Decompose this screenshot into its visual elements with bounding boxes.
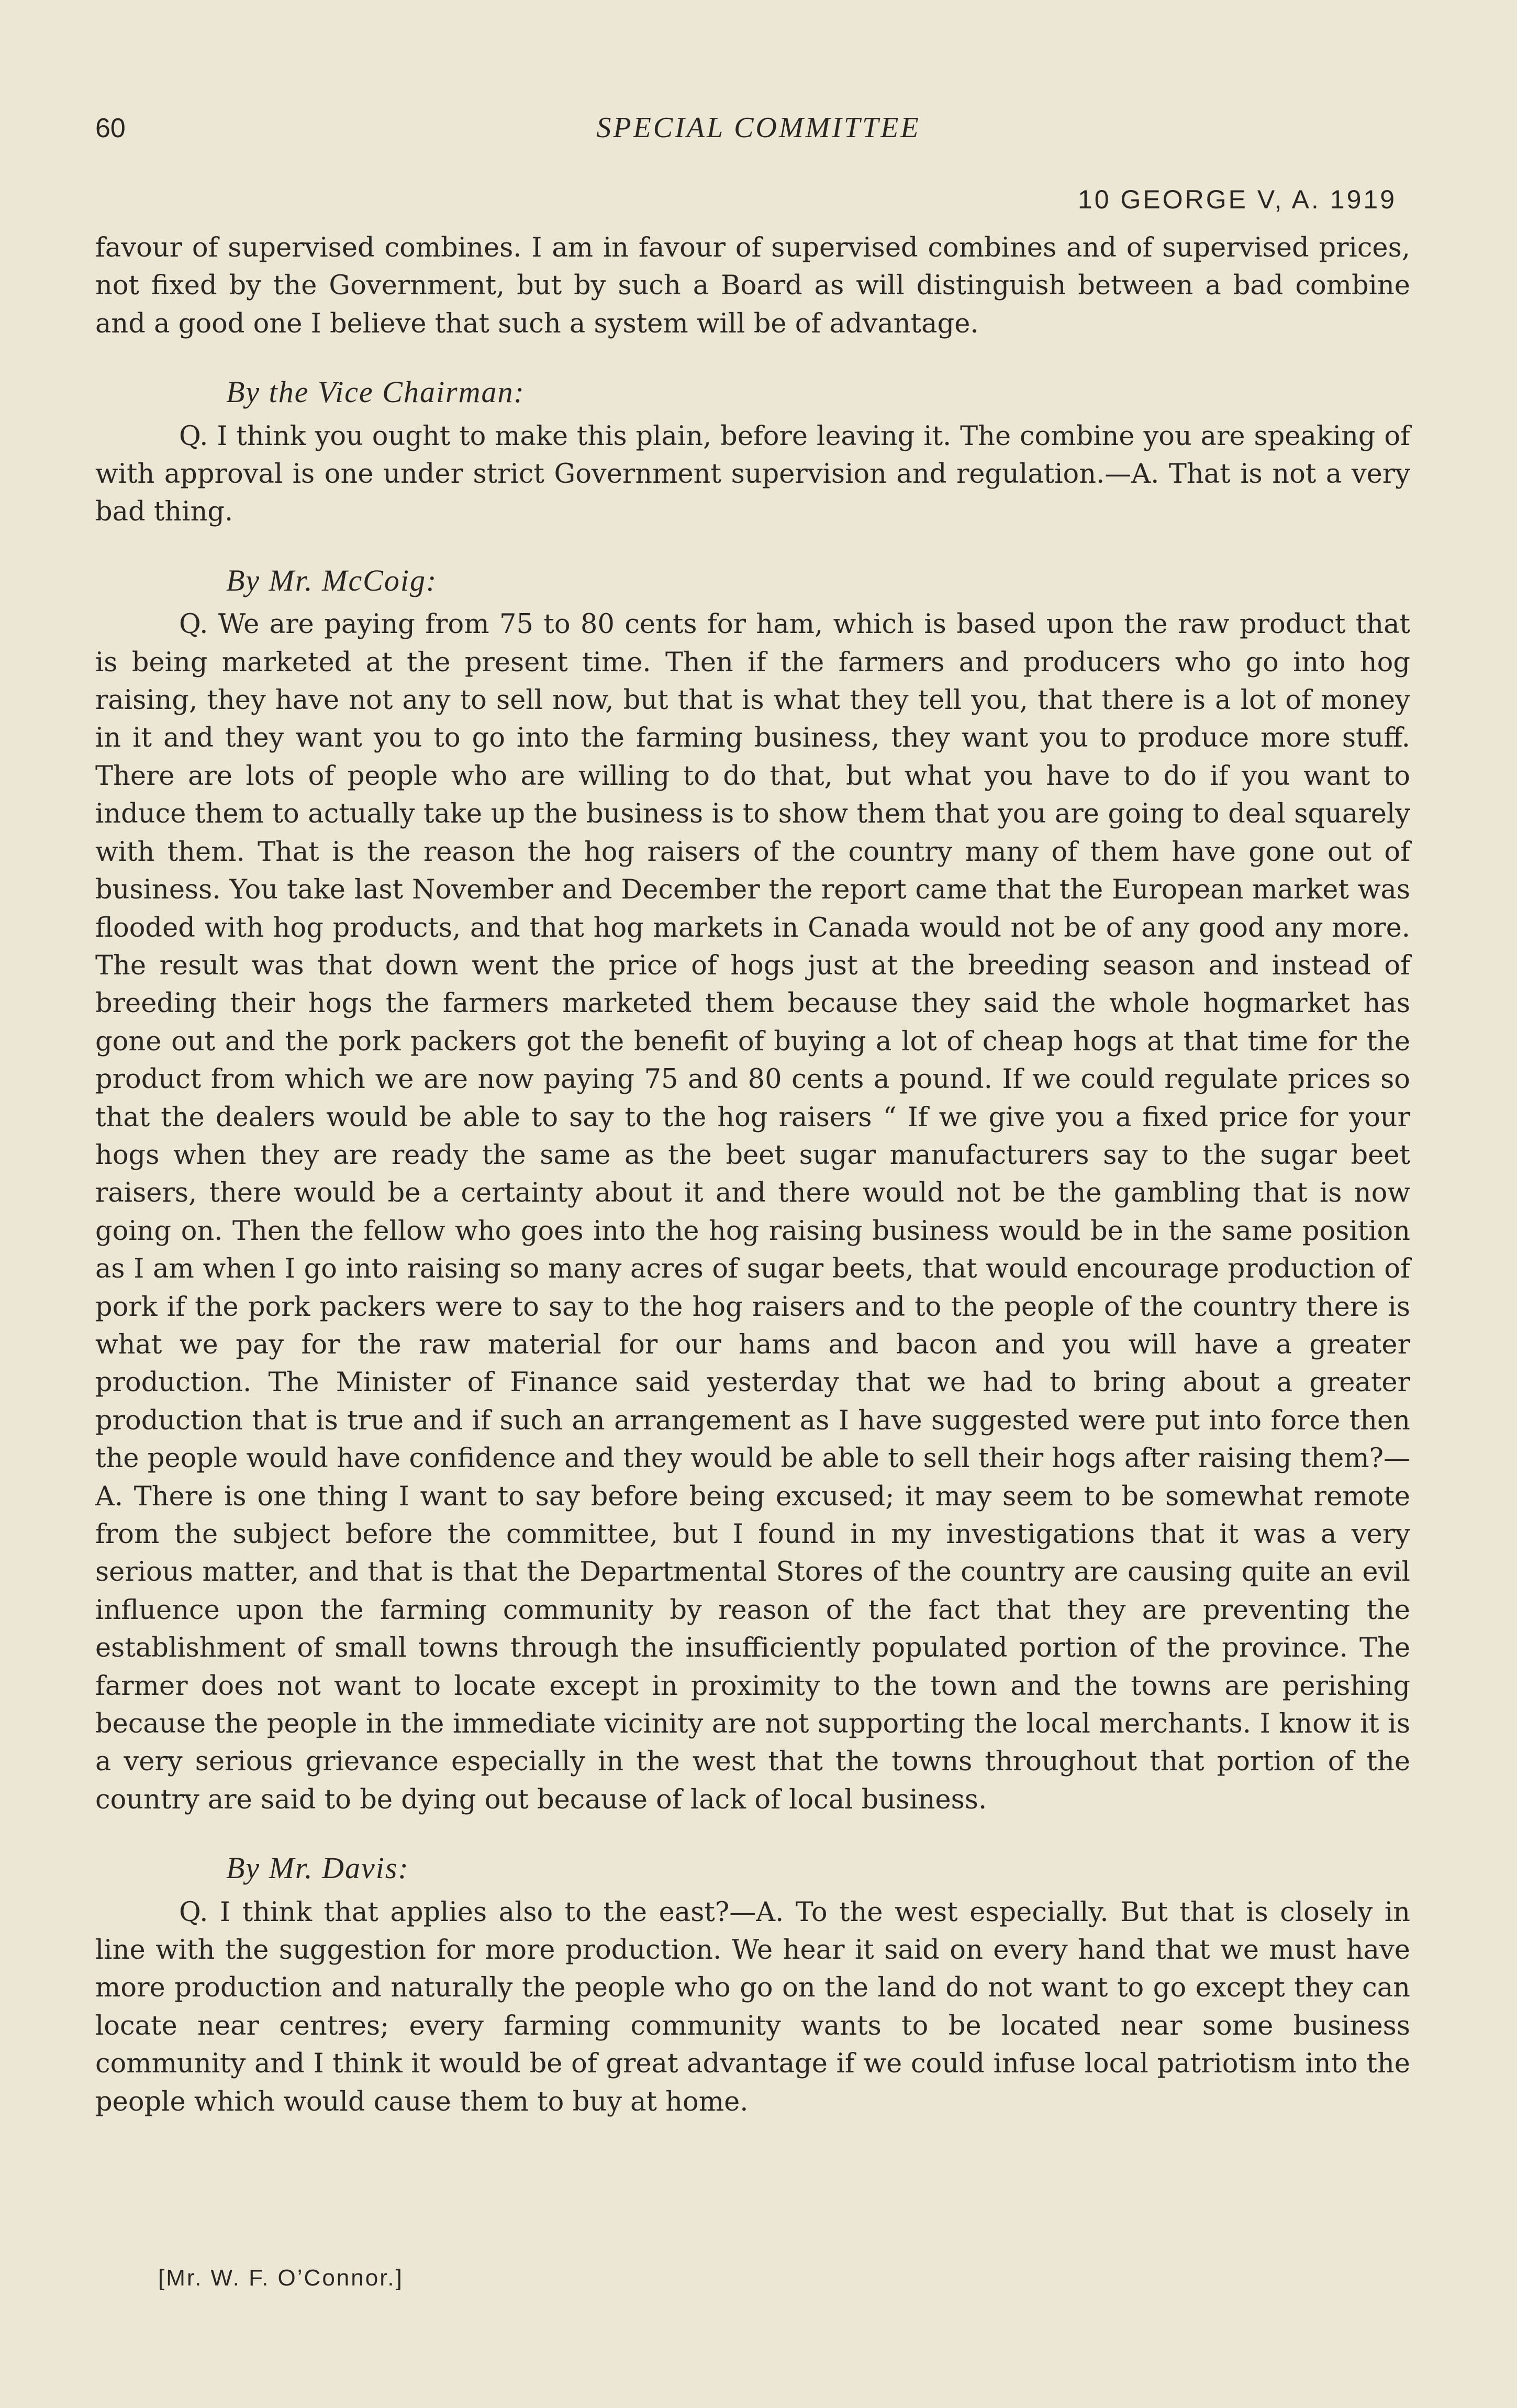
speaker-heading: By Mr. Davis: [226, 1851, 409, 1885]
speaker-heading: By Mr. McCoig: [226, 563, 438, 597]
speaker-heading: By the Vice Chairman: [226, 375, 525, 409]
page-number: 60 [95, 113, 126, 143]
paragraph: favour of supervised combines. I am in favour of supervised combines and of supervised prices, not fixed by the Government, but by such a Board as will distinguish between a bad combine and a good one I believe that such a system will be of advantage. [95, 232, 1410, 339]
paragraph: Q. I think you ought to make this plain, before leaving it. The combine you are speaking of with approval is one under strict Government supervision and regulation.—A. That is not a very bad thing. [95, 420, 1410, 528]
paragraph: Q. We are paying from 75 to 80 cents for ham, which is based upon the raw product that is being marketed at the present time. Then if the farmers and producers who go into hog raising, they have not any to sell now, but that is what they tell you, that there is a lot of money in it and they want you to go into the farming business, they want you to produce more stuff. There are lots of people who are willing to do that, but what you have to do if you want to induce them to actually take up the business is to show them that you are going to deal squarely with them. That is the reason the hog raisers of the country many of them have gone out of business. You take last November and December the report came that the European market was flooded with hog products, and that hog markets in Canada would not be of any good any more. The result was that down went the price of hogs just at the breeding season and instead of breeding their hogs the farmers marketed them because they said the whole hogmarket has gone out and the pork packers got the benefit of buying a lot of cheap hogs at that time for the product from which we are now paying 75 and 80 cents a pound. If we could regulate prices so that the dealers would be able to say to the hog raisers “ If we give you a fixed price for your hogs when they are ready the same as the beet sugar manufacturers say to the sugar beet raisers, there would be a certainty about it and there would not be the gambling that is now going on. Then the fellow who goes into the hog raising business would be in the same position as I am when I go into raising so many acres of sugar beets, that would encourage production of pork if the pork packers were to say to the hog raisers and to the people of the country there is what we pay for the raw material for our hams and bacon and you will have a greater production. The Minister of Finance said yesterday that we had to bring about a greater production that is true and if such an arrangement as I have suggested were put into force then the people would have confidence and they would be able to sell their hogs after raising them?—A. There is one thing I want to say before being excused; it may seem to be somewhat remote from the subject before the committee, but I found in my investigations that it was a very serious matter, and that is that the Departmental Stores of the country are causing quite an evil influence upon the farming community by reason of the fact that they are preventing the establishment of small towns through the insufficiently populated portion of the province. The farmer does not want to locate except in proximity to the town and the towns are perishing because the people in the immediate vicinity are not supporting the local merchants. I know it is a very serious grievance especially in the west that the towns throughout that portion of the country are said to be dying out because of lack of local business. [95, 609, 1410, 1815]
paragraph: Q. I think that applies also to the east?—A. To the west especially. But that is closely in line with the suggestion for more production. We hear it said on every hand that we must have more production and naturally the people who go on the land do not want to go except they can locate near centres; every farming community wants to be located near some business community and I think it would be of great advantage if we could infuse local patriotism into the people which would cause them to buy at home. [95, 1896, 1410, 2117]
running-title: SPECIAL COMMITTEE [596, 112, 921, 144]
body-text [95, 229, 1410, 2121]
session-label: 10 GEORGE V, A. 1919 [1077, 185, 1397, 214]
witness-note: [Mr. W. F. O’Connor.] [158, 2265, 404, 2291]
